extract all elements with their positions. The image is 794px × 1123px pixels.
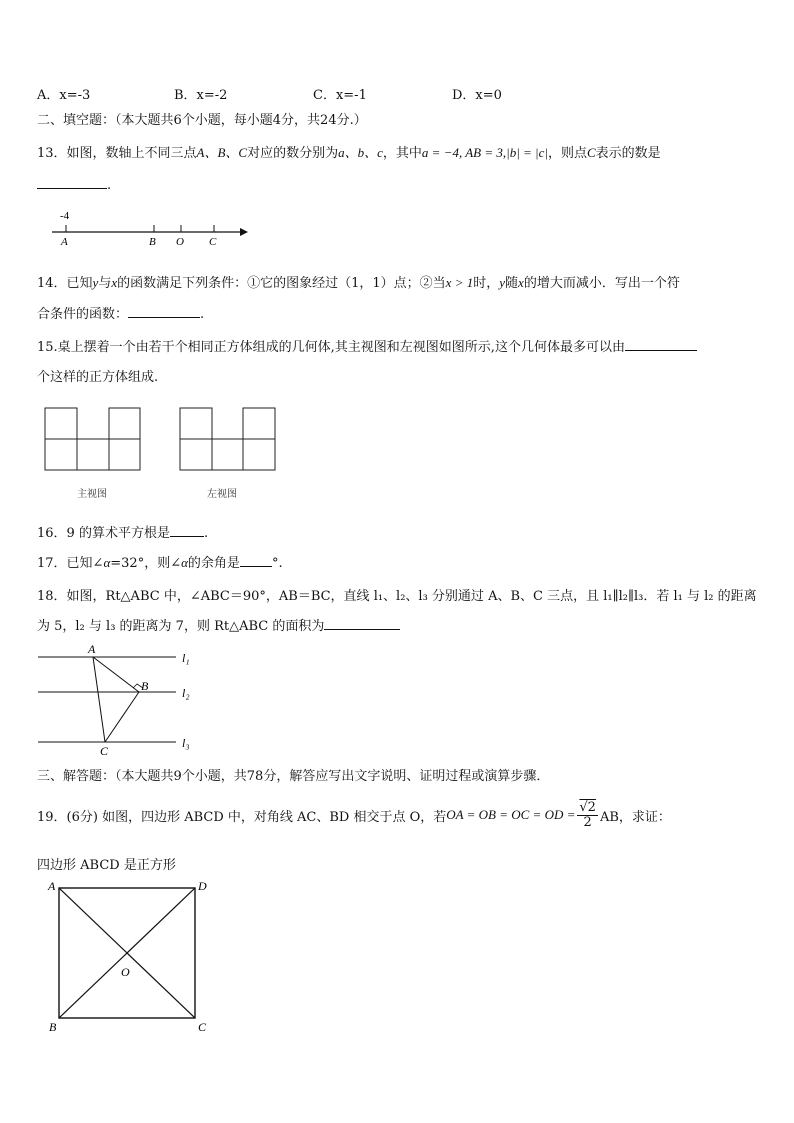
square-figure	[44, 878, 219, 1038]
option-c: C．x=-1	[313, 88, 367, 103]
fraction-sqrt2-over-2: $\frac{√2}{2}$	[579, 799, 596, 830]
question-19: 19．(6分) 如图，四边形 ABCD 中，对角线 AC、BD 相交于点 O，若 OA = OB = OC = OD = $\frac{√2}{2}$ AB，求证：	[37, 799, 671, 830]
question-14: 14．已知y与x的函数满足下列条件：①它的图象经过（1，1）点；②当x > 1时，y随x的增大而减小．写出一个符	[37, 275, 680, 291]
question-16: 16．9 的算术平方根是 .	[37, 526, 209, 541]
point-label-b: B	[149, 236, 156, 247]
vertex-label-c: C	[198, 1020, 207, 1034]
left-view	[180, 408, 275, 470]
answer-blank	[170, 524, 204, 537]
section-heading-solve: 三、解答题：（本大题共9个小题，共78分，解答应写出文字说明、证明过程或演算步骤．	[37, 769, 550, 784]
option-a: A．x=-3	[37, 88, 91, 103]
answer-blank	[625, 338, 697, 351]
caption-main-view: 主视图	[77, 489, 107, 500]
vertex-label-a: A	[48, 879, 56, 893]
question-14-line2: 合条件的函数： .	[37, 307, 205, 322]
question-19-line2: 四边形 ABCD 是正方形	[37, 858, 176, 873]
option-b: B．x=-2	[174, 88, 228, 103]
section-heading-fill-in: 二、填空题：（本大题共6个小题，每小题4分，共24分.）	[37, 113, 367, 128]
option-d: D．x=0	[452, 88, 502, 103]
question-15-line2: 个这样的正方体组成.	[37, 370, 159, 385]
views-figure	[44, 405, 279, 475]
line-label-l2: l₂	[182, 686, 190, 700]
vertex-label-c: C	[100, 744, 109, 758]
tick-label-minus4: -4	[60, 210, 70, 222]
question-13-answer: .	[37, 176, 111, 193]
line-label-l1: l₁	[182, 651, 190, 665]
line-label-l3: l₃	[182, 736, 190, 750]
point-label-a: A	[61, 236, 68, 247]
question-13: 13．如图，数轴上不同三点A、B、C对应的数分别为a、b、c，其中a = −4, AB = 3,|b| = |c|，则点C表示的数是	[37, 145, 661, 161]
question-17: 17．已知∠α=32°，则∠α的余角是 °.	[37, 555, 283, 571]
answer-blank	[128, 305, 200, 318]
question-15: 15.桌上摆着一个由若干个相同正方体组成的几何体,其主视图和左视图如图所示,这个几何体最多可以由	[37, 336, 697, 355]
question-18: 18．如图，Rt△ABC 中，∠ABC＝90°，AB＝BC，直线 l₁、l₂、l₃ 分别通过 A、B、C 三点，且 l₁∥l₂∥l₃．若 l₁ 与 l₂ 的距离	[37, 589, 757, 604]
question-18-line2: 为 5，l₂ 与 l₃ 的距离为 7，则 Rt△ABC 的面积为	[37, 615, 400, 634]
vertex-label-a: A	[88, 643, 96, 656]
vertex-label-b: B	[141, 679, 149, 693]
parallel-lines-figure	[36, 643, 206, 758]
answer-blank	[240, 554, 272, 567]
main-view	[45, 408, 140, 470]
answer-blank	[37, 176, 107, 189]
point-label-c: C	[209, 236, 217, 247]
center-label-o: O	[121, 965, 130, 979]
number-line-figure	[48, 205, 253, 247]
caption-left-view: 左视图	[207, 489, 237, 500]
point-label-o: O	[176, 236, 184, 247]
vertex-label-b: B	[49, 1020, 57, 1034]
answer-blank	[324, 617, 400, 630]
vertex-label-d: D	[198, 879, 207, 893]
